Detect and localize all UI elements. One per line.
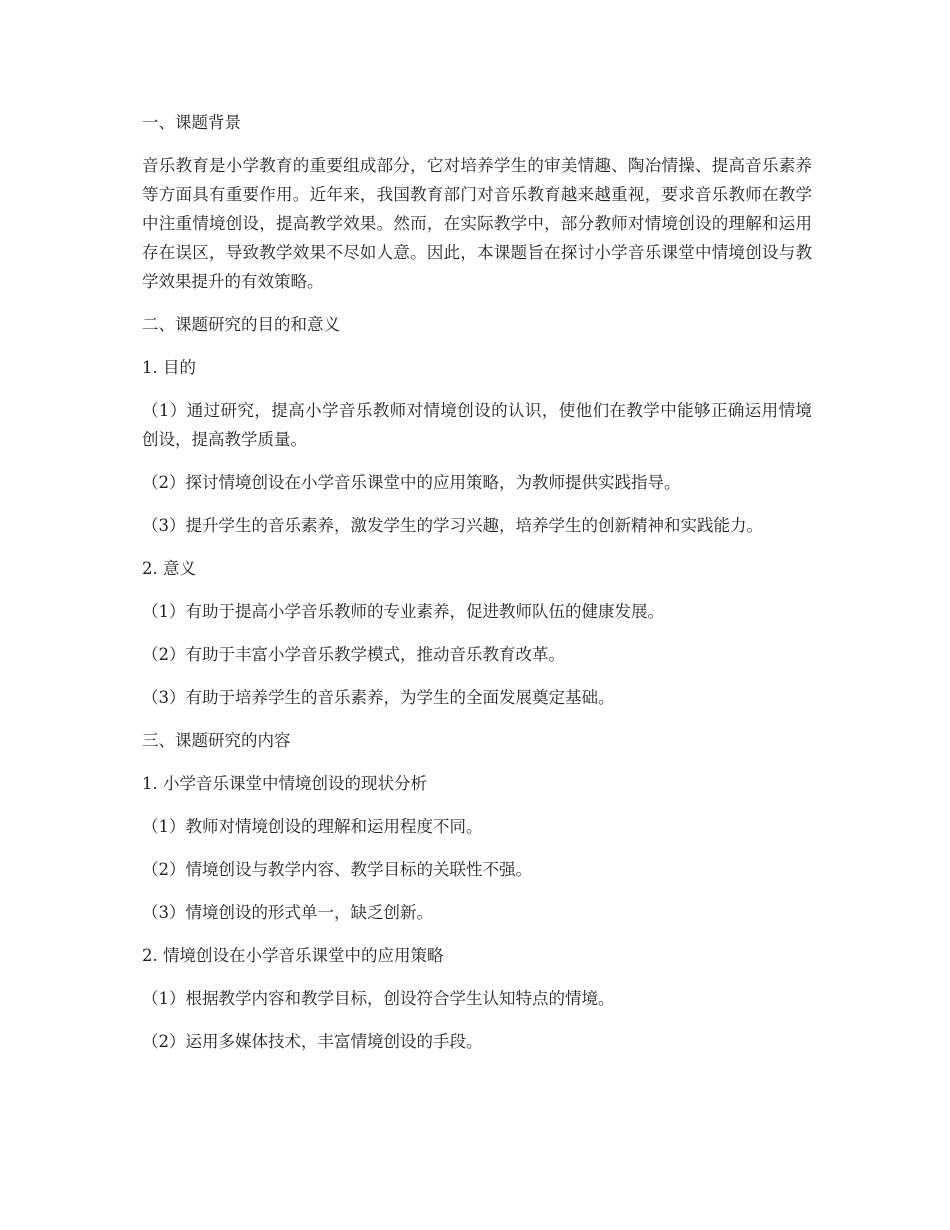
strategy-item-2: （2）运用多媒体技术，丰富情境创设的手段。 — [142, 1032, 483, 1051]
section-heading-purpose: 二、课题研究的目的和意义 — [142, 315, 340, 334]
subheading-strategy: 2. 情境创设在小学音乐课堂中的应用策略 — [142, 946, 444, 965]
subheading-significance: 2. 意义 — [142, 559, 196, 578]
significance-item-1: （1）有助于提高小学音乐教师的专业素养，促进教师队伍的健康发展。 — [142, 602, 664, 621]
strategy-item-1: （1）根据教学内容和教学目标，创设符合学生认知特点的情境。 — [142, 989, 615, 1008]
subheading-status-analysis: 1. 小学音乐课堂中情境创设的现状分析 — [142, 774, 427, 793]
goal-item-1: （1）通过研究，提高小学音乐教师对情境创设的认识，使他们在教学中能够正确运用情境创设，提高教学质量。 — [142, 401, 812, 449]
status-item-3: （3）情境创设的形式单一，缺乏创新。 — [142, 903, 433, 922]
significance-item-2: （2）有助于丰富小学音乐教学模式，推动音乐教育改革。 — [142, 645, 565, 664]
section-heading-background: 一、课题背景 — [142, 113, 241, 132]
paragraph-background: 音乐教育是小学教育的重要组成部分，它对培养学生的审美情趣、陶冶情操、提高音乐素养等方面具有重要作用。近年来，我国教育部门对音乐教育越来越重视，要求音乐教师在教学中注重情境创设，提高教学效果。然而，在实际教学中，部分教师对情境创设的理解和运用存在误区，导致教学效果不尽如人意。因此，本课题旨在探讨小学音乐课堂中情境创设与教学效果提升的有效策略。 — [142, 156, 812, 291]
goal-item-2: （2）探讨情境创设在小学音乐课堂中的应用策略，为教师提供实践指导。 — [142, 473, 681, 492]
document-body — [142, 108, 812, 1070]
section-heading-content: 三、课题研究的内容 — [142, 731, 291, 750]
goal-item-3: （3）提升学生的音乐素养，激发学生的学习兴趣，培养学生的创新精神和实践能力。 — [142, 516, 763, 535]
status-item-1: （1）教师对情境创设的理解和运用程度不同。 — [142, 817, 483, 836]
significance-item-3: （3）有助于培养学生的音乐素养，为学生的全面发展奠定基础。 — [142, 688, 615, 707]
status-item-2: （2）情境创设与教学内容、教学目标的关联性不强。 — [142, 860, 532, 879]
subheading-goal: 1. 目的 — [142, 358, 196, 377]
